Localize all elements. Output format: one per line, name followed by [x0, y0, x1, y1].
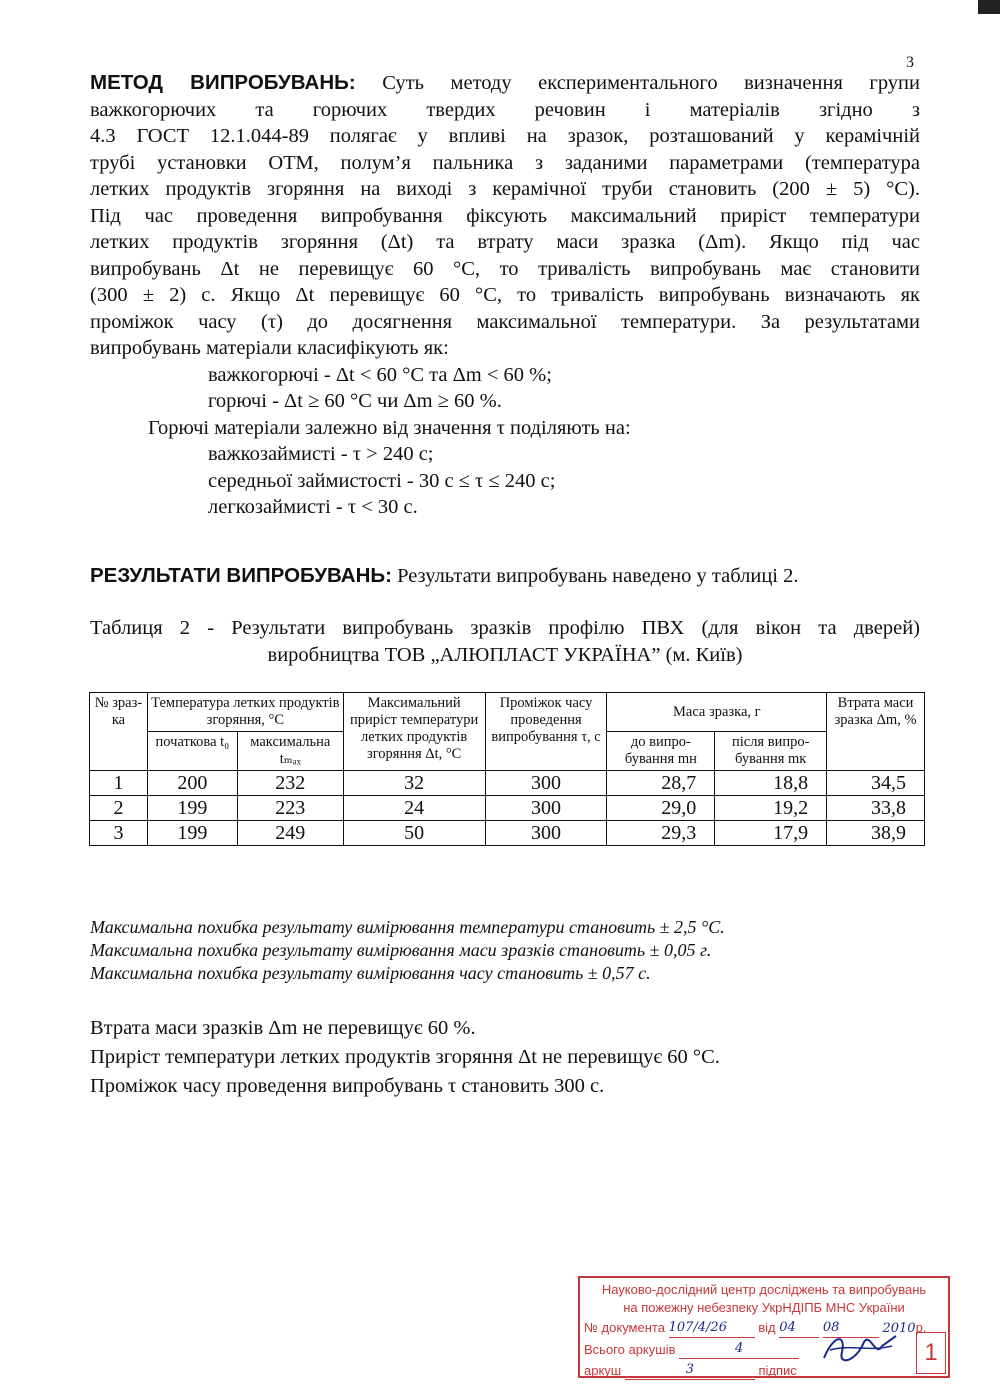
header-tau: Проміжок часу проведення випробування τ, с: [485, 693, 607, 771]
results-text: Результати випробувань наведено у таблиці 2.: [397, 565, 799, 587]
cell-mass-after: 19,2: [715, 796, 827, 821]
method-line-0: [90, 70, 920, 97]
table-row: [90, 796, 925, 821]
sub-intro: Горючі матеріали залежно від значення τ поділяють на:: [148, 416, 631, 439]
table-header-row-1: [90, 693, 925, 732]
method-line-8: (300 ± 2) с. Якщо Δt перевищує 60 °С, то тривалість випробувань визначають як: [90, 284, 920, 306]
stamp-date-label: від: [758, 1320, 776, 1335]
method-text-0: Суть методу експериментального визначення групи: [382, 72, 920, 94]
method-line-9: проміжок часу (τ) до досягнення максимальної температури. За результатами: [90, 310, 920, 333]
cell-mass-after: 17,9: [715, 821, 827, 846]
cell-tau: 300: [485, 771, 607, 796]
cell-tau: 300: [485, 796, 607, 821]
method-line-3: трубі установки ОТМ, полум’я пальника з заданими параметрами (температура: [90, 151, 920, 174]
results-heading: РЕЗУЛЬТАТИ ВИПРОБУВАНЬ:: [90, 564, 392, 587]
cell-delta-t: 50: [343, 821, 485, 846]
sub-class-item-1: середньої займистості - 30 с ≤ τ ≤ 240 с;: [208, 469, 556, 492]
cell-delta-t: 32: [343, 771, 485, 796]
cell-num: 2: [90, 796, 148, 821]
cell-temp-start: 199: [147, 821, 237, 846]
class-item-1: горючі - Δt ≥ 60 °С чи Δm ≥ 60 %.: [208, 390, 502, 412]
cell-mass-after: 18,8: [715, 771, 827, 796]
header-mass-after: після випро-бування mк: [715, 732, 827, 771]
registration-stamp: [578, 1276, 950, 1378]
cell-mass-loss: 38,9: [827, 821, 925, 846]
stamp-date-suffix: р.: [915, 1320, 927, 1335]
conclusion-mass-loss: Втрата маси зразків Δm не перевищує 60 %.: [90, 1017, 476, 1039]
conclusion-time: Проміжок часу проведення випробувань τ становить 300 с.: [90, 1075, 605, 1097]
results-section: [90, 563, 920, 590]
header-temp-start: початкова t₀: [147, 732, 237, 771]
sub-class-item-0: важкозаймисті - τ > 240 с;: [208, 443, 434, 465]
header-temp-max: максимальна tₘₐₓ: [237, 732, 343, 771]
cell-mass-before: 29,0: [607, 796, 715, 821]
note-temperature: Максимальна похибка результату вимірювання температури становить ± 2,5 °С.: [90, 917, 725, 937]
sub-class-item-2: легкозаймисті - τ < 30 с.: [208, 496, 418, 518]
header-mass-loss: Втрата маси зразка Δm, %: [827, 693, 925, 771]
method-line-5: Під час проведення випробування фіксують максимальний приріст температури: [90, 204, 920, 227]
method-line-4: летких продуктів згоряння на виході з керамічної труби становить (200 ± 5) °С).: [90, 178, 920, 200]
cell-temp-start: 200: [147, 771, 237, 796]
method-section: [90, 70, 920, 521]
cell-temp-max: 249: [237, 821, 343, 846]
stamp-sheets-value: 4: [734, 1341, 744, 1356]
stamp-doc-value: 107/4/26: [668, 1320, 727, 1335]
header-mass-group: Маса зразка, г: [607, 693, 827, 732]
conclusions: [90, 1014, 720, 1101]
signature-scribble: [820, 1328, 900, 1368]
cell-temp-max: 232: [237, 771, 343, 796]
cell-temp-max: 223: [237, 796, 343, 821]
stamp-sheets-label: Всього аркушів: [584, 1342, 676, 1357]
table-caption-line-2: виробництва ТОВ „АЛЮПЛАСТ УКРАЇНА” (м. Київ): [267, 644, 743, 666]
stamp-title-line-1: Науково-дослідний центр досліджень та випробувань: [601, 1282, 927, 1297]
cell-temp-start: 199: [147, 796, 237, 821]
header-num: № зраз-ка: [90, 693, 148, 771]
stamp-sign-label: підпис: [758, 1363, 797, 1378]
cell-num: 3: [90, 821, 148, 846]
cell-num: 1: [90, 771, 148, 796]
stamp-title-line-2: на пожежну небезпеку УкрНДІПБ МНС України: [623, 1300, 905, 1315]
stamp-box-number: 1: [916, 1332, 946, 1374]
note-mass: Максимальна похибка результату вимірювання маси зразків становить ± 0,05 г.: [90, 940, 712, 960]
stamp-sheet-label: аркуш: [584, 1363, 622, 1378]
header-delta-t: Максимальний приріст температури летких продуктів згоряння Δt, °С: [343, 693, 485, 771]
cell-mass-before: 28,7: [607, 771, 715, 796]
results-table: [89, 692, 925, 846]
method-line-1: важкогорючих та горючих твердих речовин і матеріалів згідно з: [90, 98, 920, 121]
error-notes: [90, 916, 725, 985]
method-line-2: 4.3 ГОСТ 12.1.044-89 полягає у впливі на зразок, розташований у керамічній: [90, 125, 920, 147]
header-mass-before: до випро-бування mн: [607, 732, 715, 771]
cell-mass-loss: 33,8: [827, 796, 925, 821]
table-row: [90, 821, 925, 846]
cell-tau: 300: [485, 821, 607, 846]
note-time: Максимальна похибка результату вимірювання часу становить ± 0,57 с.: [90, 963, 651, 983]
table-row: [90, 771, 925, 796]
table-caption: [90, 615, 920, 669]
page-number: 3: [906, 54, 914, 71]
cell-mass-before: 29,3: [607, 821, 715, 846]
cell-mass-loss: 34,5: [827, 771, 925, 796]
method-line-7: випробувань Δt не перевищує 60 °С, то тривалість випробувань має становити: [90, 257, 920, 280]
stamp-doc-label: № документа: [584, 1320, 665, 1335]
class-item-0: важкогорючі - Δt < 60 °С та Δm < 60 %;: [208, 363, 552, 386]
scan-edge-mark: [978, 0, 1000, 14]
table-caption-line-1: Таблиця 2 - Результати випробувань зразків профілю ПВХ (для вікон та дверей): [90, 617, 920, 639]
method-heading: МЕТОД ВИПРОБУВАНЬ:: [90, 71, 356, 94]
stamp-date-month: 08: [822, 1320, 840, 1335]
method-line-6: летких продуктів згоряння (Δt) та втрату маси зразка (Δm). Якщо під час: [90, 231, 920, 253]
header-temp-group: Температура летких продуктів згоряння, °С: [147, 693, 343, 732]
stamp-date-year: 2010: [882, 1321, 916, 1336]
stamp-sheet-value: 3: [685, 1362, 694, 1377]
cell-delta-t: 24: [343, 796, 485, 821]
stamp-date-day: 04: [779, 1320, 796, 1335]
conclusion-temp-rise: Приріст температури летких продуктів згоряння Δt не перевищує 60 °С.: [90, 1046, 720, 1068]
method-line-10: випробувань матеріали класифікують як:: [90, 337, 449, 359]
